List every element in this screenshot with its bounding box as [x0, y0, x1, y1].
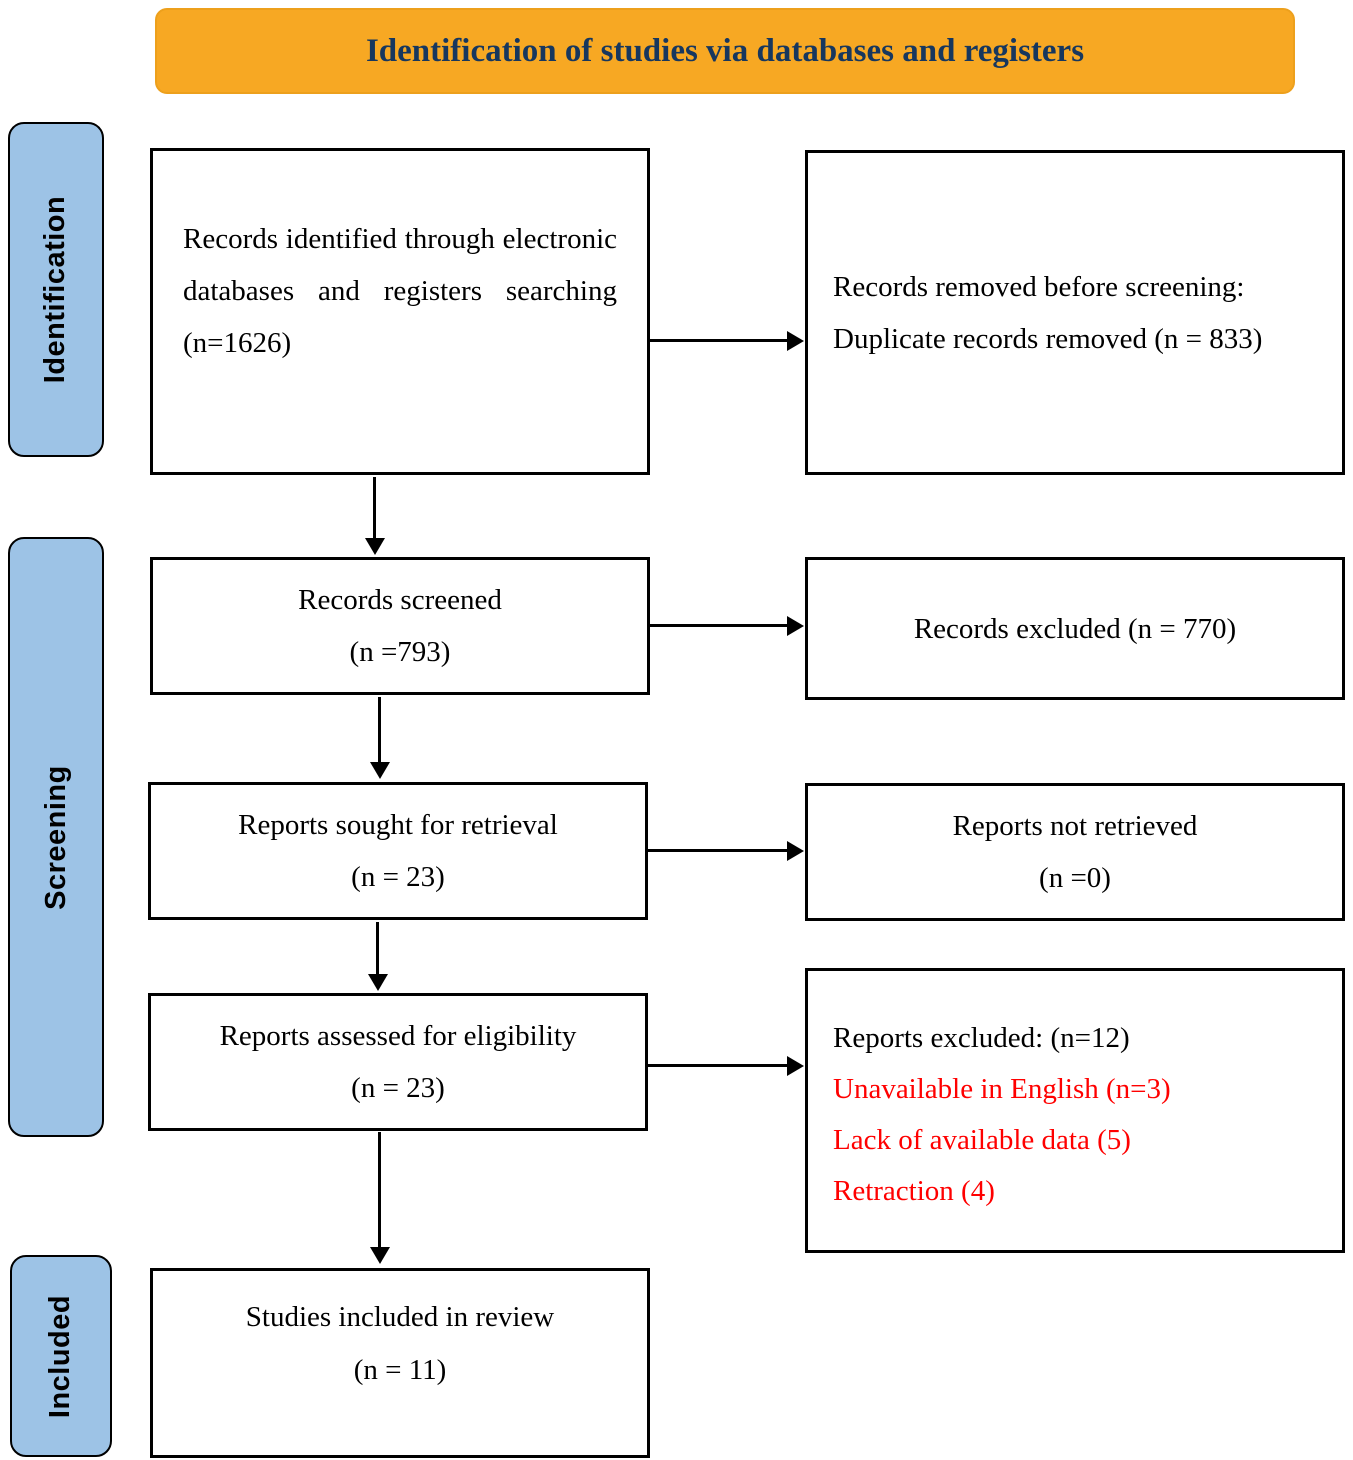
stage-label-screening-text: Screening — [39, 764, 72, 910]
box-reports-sought-line1: Reports sought for retrieval — [238, 809, 558, 841]
arrow-assessed-to-reports-excluded — [648, 1064, 788, 1067]
box-reports-assessed-line1: Reports assessed for eligibility — [219, 1020, 577, 1052]
stage-label-identification — [8, 122, 104, 457]
box-studies-included-line2: (n = 11) — [353, 1354, 447, 1386]
box-records-screened-line1: Records screened — [298, 584, 502, 616]
arrow-identified-to-screened — [373, 477, 376, 539]
stage-label-identification-text: Identification — [39, 195, 72, 384]
box-records-excluded — [805, 557, 1345, 700]
box-records-identified-text: Records identified through electronic databases and registers searching (n=1626) — [183, 223, 617, 359]
stage-label-included-text: Included — [44, 1294, 77, 1418]
box-records-identified — [150, 148, 650, 475]
box-records-excluded-text: Records excluded (n = 770) — [913, 612, 1237, 645]
box-records-removed-line1: Records removed before screening: — [833, 270, 1245, 303]
box-reports-sought-line2: (n = 23) — [351, 861, 445, 893]
box-reports-sought — [148, 782, 648, 920]
arrow-screened-to-excluded — [650, 624, 788, 627]
box-reports-excluded-reason-1: Unavailable in English (n=3) — [833, 1073, 1171, 1105]
box-reports-assessed-line2: (n = 23) — [351, 1072, 445, 1104]
box-reports-not-retrieved-line1: Reports not retrieved — [952, 810, 1198, 842]
arrow-screened-to-sought — [378, 697, 381, 763]
box-reports-assessed — [148, 993, 648, 1131]
arrow-sought-to-not-retrieved — [648, 849, 788, 852]
box-reports-excluded-heading: Reports excluded: (n=12) — [833, 1022, 1130, 1054]
header-banner — [155, 8, 1295, 94]
box-reports-excluded — [805, 968, 1345, 1253]
stage-label-screening — [8, 537, 104, 1137]
box-studies-included — [150, 1268, 650, 1458]
box-reports-not-retrieved — [805, 783, 1345, 921]
arrow-assessed-to-included — [378, 1132, 381, 1248]
box-reports-excluded-reason-2: Lack of available data (5) — [833, 1124, 1131, 1156]
diagram-title: Identification of studies via databases and registers — [365, 32, 1085, 69]
arrow-identified-to-removed — [650, 339, 788, 342]
box-studies-included-line1: Studies included in review — [245, 1301, 555, 1333]
box-records-screened — [150, 557, 650, 695]
box-records-removed-line2: Duplicate records removed (n = 833) — [833, 322, 1263, 355]
box-records-screened-line2: (n =793) — [349, 636, 451, 668]
arrow-sought-to-assessed — [376, 922, 379, 975]
stage-label-included — [10, 1255, 112, 1457]
box-reports-excluded-reason-3: Retraction (4) — [833, 1175, 995, 1207]
box-reports-not-retrieved-line2: (n =0) — [1039, 862, 1111, 894]
box-records-removed — [805, 150, 1345, 475]
